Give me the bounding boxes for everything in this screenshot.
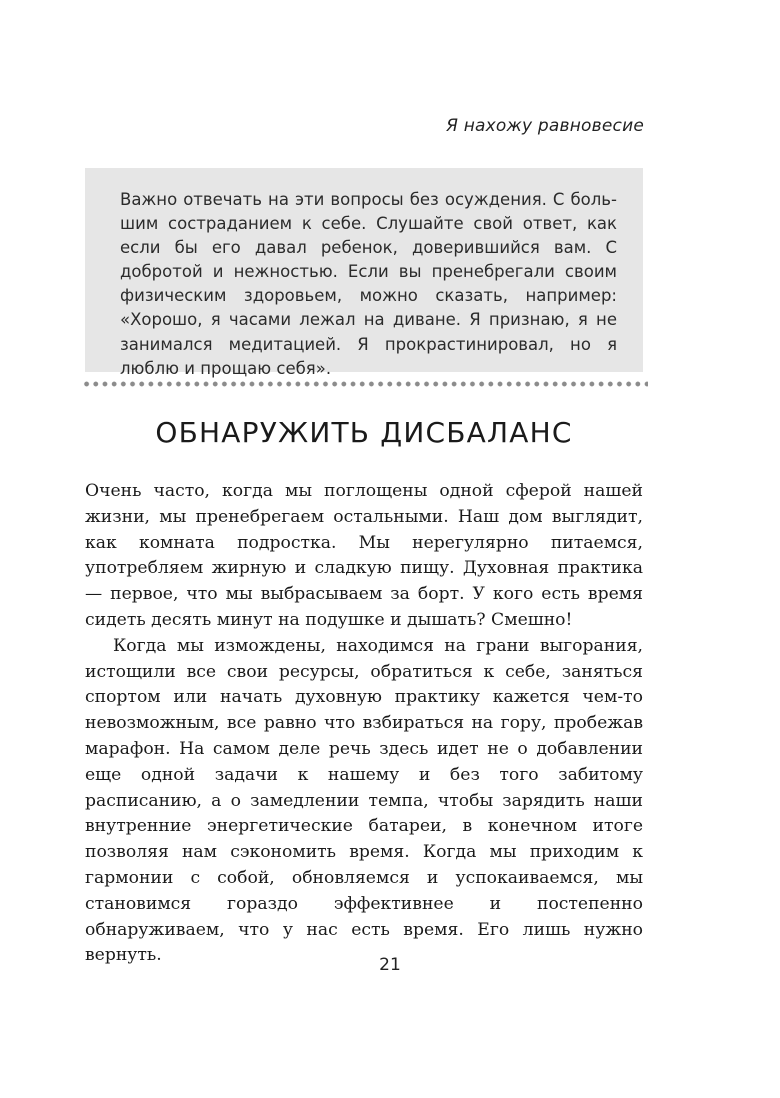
body-text: [85, 479, 643, 969]
paragraph: Очень часто, когда мы поглощены одной сферой нашей жизни, мы пренебрегаем остальными. Наш дом выглядит, как комната подростка. Мы нерегулярно питаемся, употребляем жирную и сладкую пищу. Духовная практика — первое, что мы выбрасываем за борт. У кого есть время сидеть десять минут на подушке и дышать? Смешно!: [85, 481, 643, 630]
sidebar-box: [85, 168, 643, 378]
paragraph: Когда мы измождены, находимся на грани выгорания, истощили все свои ресурсы, обратиться к себе, заняться спортом или начать духовную практику кажется чем-то невозможным, все равно что взбираться на гору, пробежав марафон. На самом деле речь здесь идет не о добавлении еще одной задачи к нашему и без того забитому расписанию, а о замедлении темпа, чтобы зарядить наши внутренние энергетические батареи, в конечном итоге позволяя нам сэкономить время. Когда мы приходим к гармонии с собой, обновляемся и успокаиваемся, мы становимся гораздо эффективнее и постепенно обнаруживаем, что у нас есть время. Его лишь нужно вернуть.: [85, 635, 643, 966]
dotted-divider: [82, 380, 648, 388]
section-title: ОБНАРУЖИТЬ ДИСБАЛАНС: [155, 416, 573, 449]
page-number: 21: [379, 955, 401, 975]
running-head: Я нахожу равновесие: [446, 116, 644, 136]
sidebar-text: Важно отвечать на эти вопросы без осуждения. С большим состраданием к себе. Слушайте свой ответ, как если бы его давал ребенок, доверившийся вам. С добротой и нежностью. Если вы пренебрегали своим физическим здоровьем, можно сказать, например: «Хорошо, я часами лежал на диване. Я признаю, я не занимался медитацией. Я прокрастинировал, но я люблю и прощаю себя».: [120, 190, 617, 378]
